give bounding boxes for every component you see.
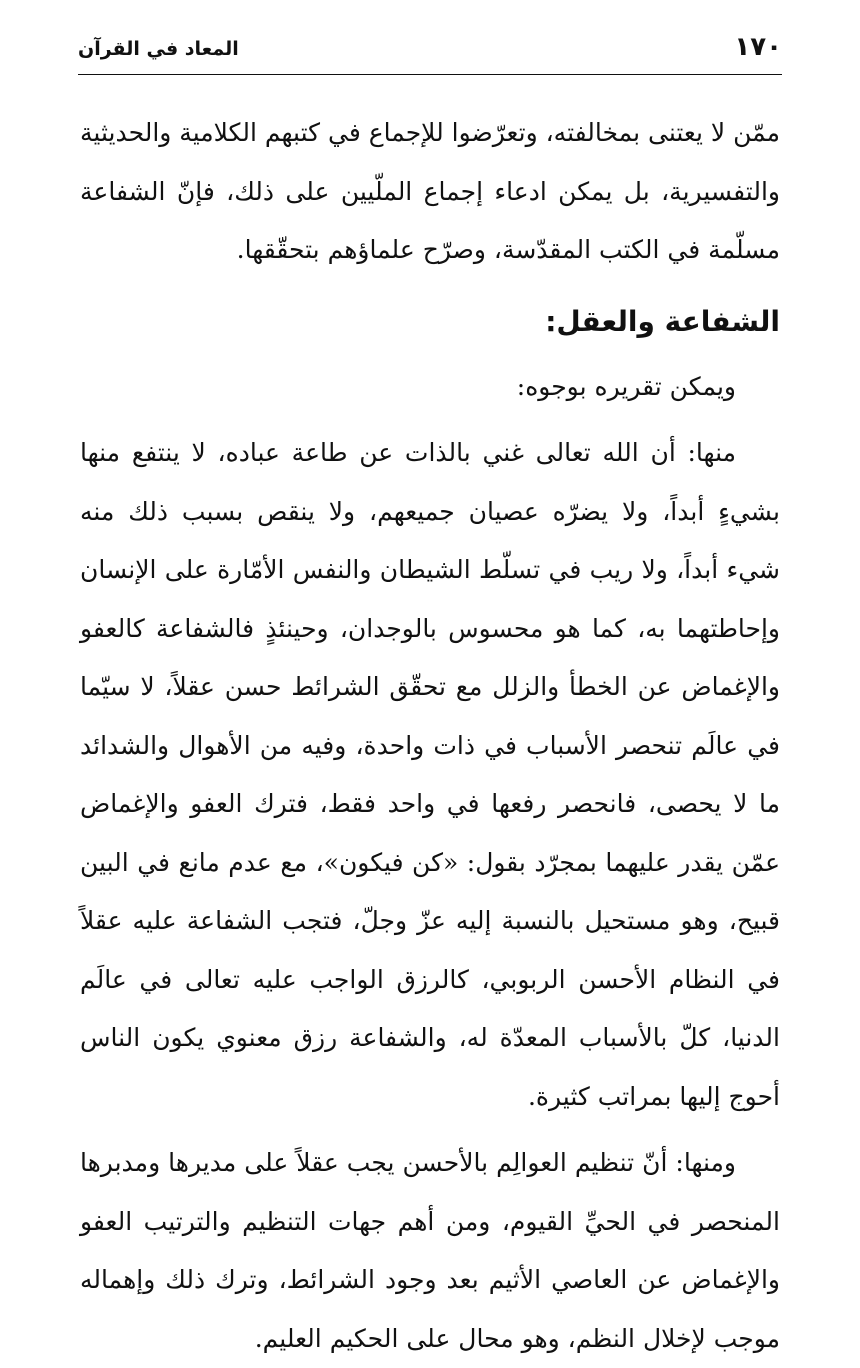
page-number: ١٧٠ — [734, 32, 782, 62]
paragraph-second-argument: ومنها: أنّ تنظيم العوالِم بالأحسن يجب عقلاً على مديرها ومدبرها المنحصر في الحيِّ القيوم، ومن أهم جهات التنظيم والترتيب العفو والإغماض عن العاصي الأثيم بعد وجود الشرائط، وترك ذلك وإهماله موجب لإخلال النظم، وهو محال على الحكيم العليم. — [80, 1148, 780, 1353]
paragraph-first-argument: منها: أن الله تعالى غني بالذات عن طاعة عباده، لا ينتفع منها بشيءٍ أبداً، ولا يضرّه عصيان جميعهم، ولا ينقص بسبب ذلك منه شيء أبداً، ولا ريب في تسلّط الشيطان والنفس الأمّارة على الإنسان وإحاطتهما به، كما هو محسوس بالوجدان، وحينئذٍ فالشفاعة كالعفو والإغماض عن الخطأ والزلل مع تحقّق الشرائط حسن عقلاً، لا سيّما في عالَم تنحصر الأسباب في ذات واحدة، وفيه من الأهوال والشدائد ما لا يحصى، فانحصر رفعها في واحد فقط، فترك العفو والإغماض عمّن يقدر عليهما بمجرّد بقول: «كن فيكون»، مع عدم مانع في البين قبيح، وهو مستحيل بالنسبة إليه عزّ وجلّ، فتجب الشفاعة عليه عقلاً في النظام الأحسن الربوبي، كالرزق الواجب عليه تعالى في عالَم الدنيا، كلّ بالأسباب المعدّة له، والشفاعة رزق معنوي يكون الناس أحوج إليها بمراتب كثيرة. — [80, 438, 780, 1111]
book-title: المعاد في القرآن — [78, 38, 239, 60]
section-heading: الشفاعة والعقل: — [545, 304, 780, 338]
header-divider — [78, 74, 782, 75]
paragraph-continuation: ممّن لا يعتنى بمخالفته، وتعرّضوا للإجماع في كتبهم الكلامية والحديثية والتفسيرية، بل يمكن ادعاء إجماع الملّيين على ذلك، فإنّ الشفاعة مسلّمة في الكتب المقدّسة، وصرّح علماؤهم بتحقّقها. — [80, 118, 780, 264]
running-header — [78, 30, 782, 74]
page-body — [80, 104, 780, 1368]
paragraph-intro: ويمكن تقريره بوجوه: — [516, 371, 736, 401]
